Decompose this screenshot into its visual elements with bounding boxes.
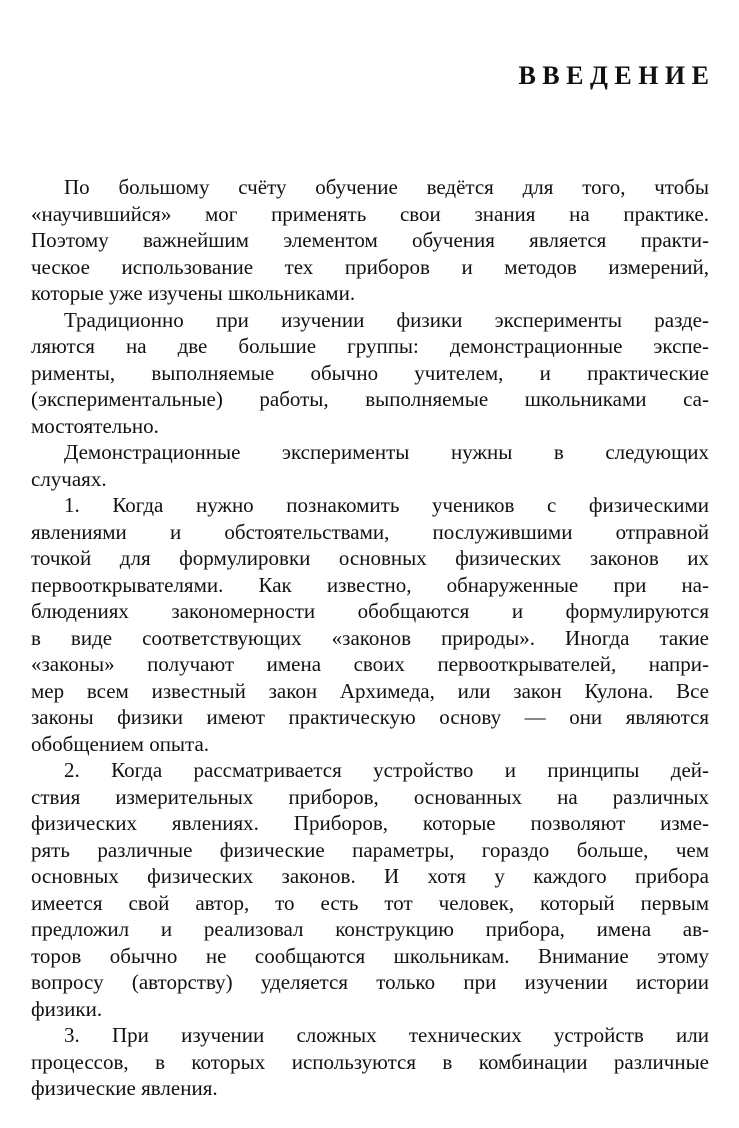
body-text xyxy=(31,174,709,1102)
text-line: рименты, выполняемые обычно учителем, и практические xyxy=(31,360,709,385)
text-line: 2. Когда рассматривается устройство и принципы дей- xyxy=(64,758,709,782)
text-line: явлениями и обстоятельствами, послужившими отправной xyxy=(31,519,709,544)
text-line: блюдениях закономерности обобщаются и формулируются xyxy=(31,599,709,623)
text-line: Поэтому важнейшим элементом обучения является практи- xyxy=(31,228,709,252)
text-line: предложил и реализовал конструкцию прибора, имена ав- xyxy=(31,917,709,941)
text-line: По большому счёту обучение ведётся для того, чтобы xyxy=(64,175,709,199)
paragraph xyxy=(31,174,709,307)
text-line: 1. Когда нужно познакомить учеников с физическими xyxy=(64,493,709,517)
text-line: обобщением опыта. xyxy=(31,731,210,756)
text-line: «научившийся» мог применять свои знания на практике. xyxy=(31,201,709,226)
text-line: имеется свой автор, то есть тот человек, который первым xyxy=(31,890,709,915)
page-title: ВВЕДЕНИЕ xyxy=(518,61,716,90)
text-line: Демонстрационные эксперименты нужны в следующих xyxy=(64,440,709,464)
text-line: основных физических законов. И хотя у каждого прибора xyxy=(31,864,709,888)
text-line: физических явлениях. Приборов, которые позволяют изме- xyxy=(31,811,709,835)
text-line: 3. При изучении сложных технических устройств или xyxy=(64,1023,709,1047)
text-line: вопросу (авторству) уделяется только при изучении истории xyxy=(31,970,709,994)
text-line: ческое использование тех приборов и методов измерений, xyxy=(31,254,709,279)
text-line: ствия измерительных приборов, основанных на различных xyxy=(31,784,709,809)
text-line: в виде соответствующих «законов природы». Иногда такие xyxy=(31,625,709,650)
paragraph xyxy=(31,1022,709,1102)
text-line: физики. xyxy=(31,996,103,1021)
text-line: торов обычно не сообщаются школьникам. Внимание этому xyxy=(31,943,709,968)
text-line: физические явления. xyxy=(31,1076,218,1100)
text-line: Традиционно при изучении физики эксперименты разде- xyxy=(64,307,709,332)
text-line: первооткрывателями. Как известно, обнаруженные при на- xyxy=(31,572,709,597)
text-line: ляются на две большие группы: демонстрационные экспе- xyxy=(31,334,709,358)
text-line: процессов, в которых используются в комбинации различные xyxy=(31,1049,709,1074)
text-line: (экспериментальные) работы, выполняемые школьниками са- xyxy=(31,387,709,411)
text-line: рять различные физические параметры, гораздо больше, чем xyxy=(31,837,709,862)
paragraph xyxy=(31,757,709,1022)
text-line: точкой для формулировки основных физических законов их xyxy=(31,546,709,570)
text-line: законы физики имеют практическую основу — они являются xyxy=(31,705,709,729)
paragraph xyxy=(31,439,709,492)
document-page xyxy=(31,0,716,1128)
text-line: «законы» получают имена своих первооткрывателей, напри- xyxy=(31,652,709,676)
text-line: которые уже изучены школьниками. xyxy=(31,281,356,305)
text-line: мостоятельно. xyxy=(31,413,159,438)
text-line: случаях. xyxy=(31,466,107,491)
text-line: мер всем известный закон Архимеда, или закон Кулона. Все xyxy=(31,678,709,703)
paragraph xyxy=(31,307,709,440)
paragraph xyxy=(31,492,709,757)
